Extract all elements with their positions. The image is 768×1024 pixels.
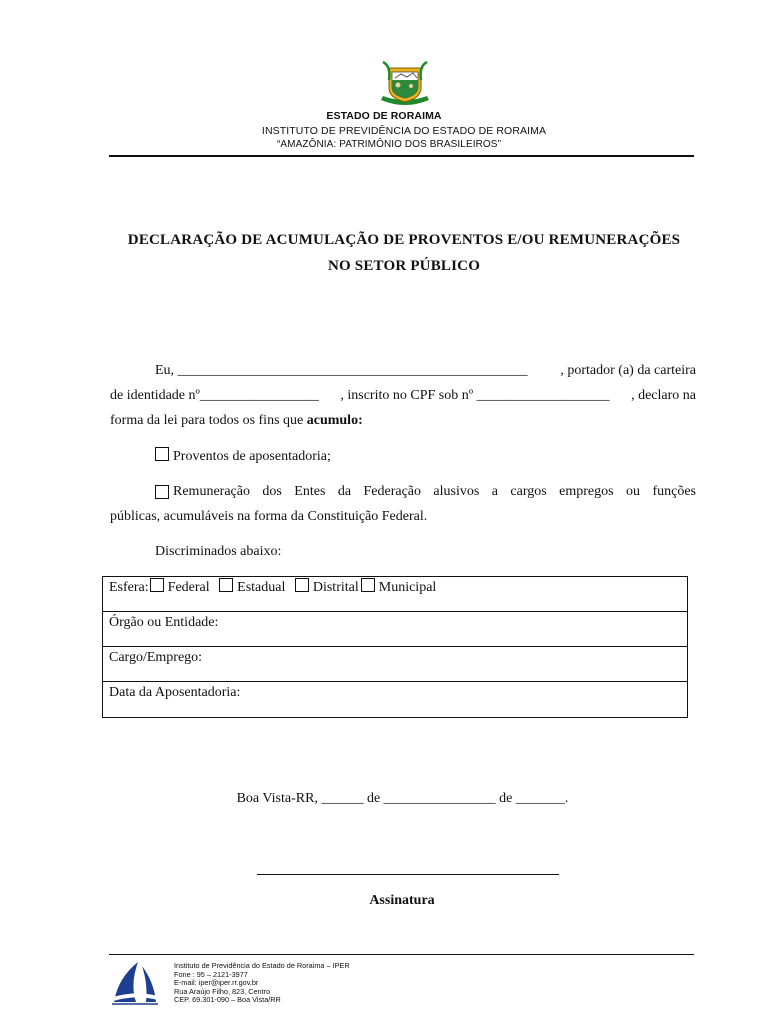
remuneration-label: Remuneração dos Entes da Federação alusivos a cargos empregos ou funções <box>173 484 696 499</box>
date-line <box>0 786 768 811</box>
cpf-field[interactable]: ___________________ <box>476 388 610 403</box>
remuneration-line-2: públicas, acumuláveis na forma da Constituição Federal. <box>110 509 428 524</box>
declare-text: , declaro na <box>631 388 696 403</box>
day-field[interactable]: ______ <box>321 791 364 806</box>
header-motto: “AMAZÔNIA: PATRIMÔNIO DOS BRASILEIROS” <box>276 139 501 150</box>
paragraph-line-2 <box>110 383 696 408</box>
law-text: forma da lei para todos os fins que <box>110 413 307 428</box>
footer-address: Rua Araújo Filho, 823, Centro <box>174 986 271 996</box>
footer-phone: Fone : 95 – 2121-3977 <box>174 969 248 979</box>
pensions-label: Proventos de aposentadoria; <box>173 449 331 464</box>
municipal-label: Municipal <box>378 580 437 595</box>
federal-label: Federal <box>167 580 210 595</box>
remuneration-line-1 <box>110 479 696 504</box>
estadual-label: Estadual <box>237 580 286 595</box>
distrital-checkbox[interactable] <box>295 578 309 592</box>
table-row-orgao[interactable] <box>103 612 687 647</box>
cargo-label: Cargo/Emprego: <box>109 650 203 665</box>
option-remuneration <box>110 479 696 529</box>
date-end: . <box>564 791 569 806</box>
discriminated-label: Discriminados abaixo: <box>155 544 282 559</box>
footer-institute: Instituto de Previdência do Estado de Roraima – IPER <box>174 961 350 970</box>
month-field[interactable]: ________________ <box>383 791 496 806</box>
remuneration-checkbox[interactable] <box>155 485 169 499</box>
retirement-date-label: Data da Aposentadoria: <box>109 685 241 700</box>
header-institute: INSTITUTO DE PREVIDÊNCIA DO ESTADO DE RORAIMA <box>261 125 547 137</box>
paragraph-line-1 <box>110 358 696 383</box>
table-row-cargo[interactable] <box>103 647 687 682</box>
cpf-label: , inscrito no CPF sob nº <box>340 388 477 403</box>
esfera-label: Esfera: <box>109 580 149 595</box>
de-text-1: de <box>363 791 384 806</box>
header-state: ESTADO DE RORAIMA <box>326 110 442 122</box>
pensions-checkbox[interactable] <box>155 447 169 461</box>
iper-sail-logo-icon <box>108 960 160 1006</box>
table-row-data[interactable] <box>103 682 687 717</box>
footer-divider <box>109 954 694 955</box>
id-number-field[interactable]: _________________ <box>199 388 319 403</box>
document-title-line1: DECLARAÇÃO DE ACUMULAÇÃO DE PROVENTOS E/OU REMUNERAÇÕES <box>127 232 681 248</box>
header-divider <box>109 155 694 157</box>
declaration-paragraph <box>110 358 696 433</box>
city-text: Boa Vista-RR, <box>236 791 322 806</box>
paragraph-line-3 <box>110 408 696 433</box>
federal-checkbox[interactable] <box>150 578 164 592</box>
orgao-label: Órgão ou Entidade: <box>109 615 219 630</box>
table-row-esfera <box>103 577 687 612</box>
footer-email[interactable]: E-mail: iper@iper.rr.gov.br <box>174 978 259 988</box>
document-title-line2: NO SETOR PÚBLICO <box>327 258 481 274</box>
distrital-label: Distrital <box>312 580 359 595</box>
option-pensions <box>155 444 331 469</box>
details-table <box>102 576 688 718</box>
footer-cep: CEP. 69.301-090 – Boa Vista/RR <box>174 995 281 1005</box>
state-crest-icon <box>377 58 433 108</box>
name-field[interactable]: __________________________________________________ <box>177 363 528 378</box>
footer-contact <box>174 962 350 1005</box>
estadual-checkbox[interactable] <box>219 578 233 592</box>
accumulate-text: acumulo: <box>306 413 363 428</box>
signature-line[interactable] <box>257 874 559 875</box>
municipal-checkbox[interactable] <box>361 578 375 592</box>
lead-text: Eu, <box>155 363 178 378</box>
signature-label: Assinatura <box>369 893 435 908</box>
id-label: de identidade nº <box>110 388 200 403</box>
bearer-text: , portador (a) da carteira <box>560 363 696 378</box>
de-text-2: de <box>495 791 516 806</box>
year-field[interactable]: _______ <box>515 791 565 806</box>
